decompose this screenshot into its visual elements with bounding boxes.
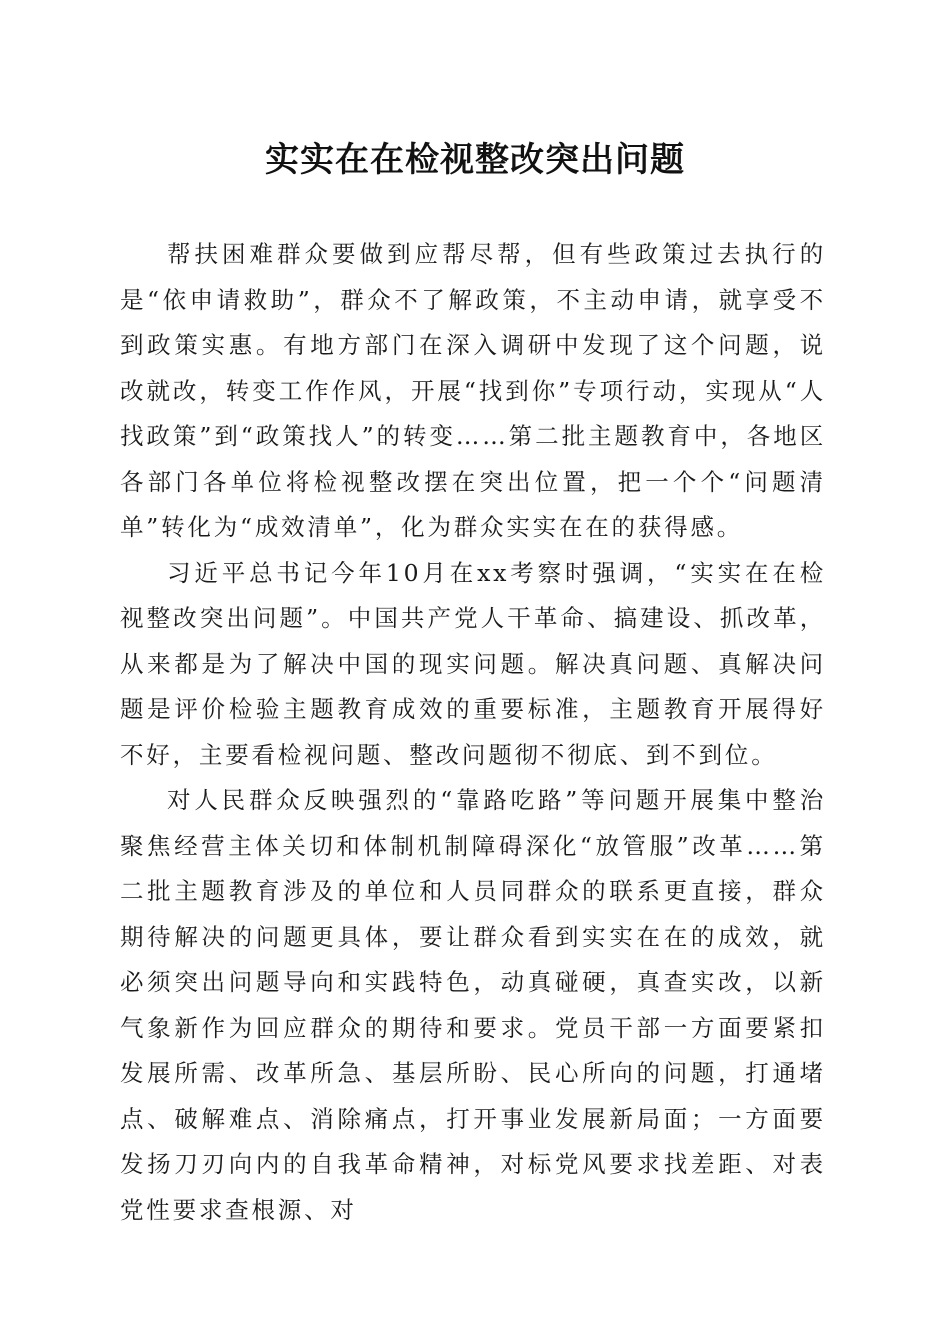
document-title: 实实在在检视整改突出问题 <box>265 140 685 180</box>
document-body <box>120 232 826 1233</box>
paragraph: 对人民群众反映强烈的“靠路吃路”等问题开展集中整治聚焦经营主体关切和体制机制障碍深化“放管服”改革……第二批主题教育涉及的单位和人员同群众的联系更直接，群众期待解决的问题更具体，要让群众看到实实在在的成效，就必须突出问题导向和实践特色，动真碰硬，真查实改，以新气象新作为回应群众的期待和要求。党员干部一方面要紧扣发展所需、改革所急、基层所盼、民心所向的问题，打通堵点、破解难点、消除痛点，打开事业发展新局面；一方面要发扬刀刃向内的自我革命精神，对标党风要求找差距、对表党性要求查根源、对 <box>120 786 826 1224</box>
paragraph: 习近平总书记今年10月在xx考察时强调，“实实在在检视整改突出问题”。中国共产党人干革命、搞建设、抓改革，从来都是为了解决中国的现实问题。解决真问题、真解决问题是评价检验主题教育成效的重要标准，主题教育开展得好不好，主要看检视问题、整改问题彻不彻底、到不到位。 <box>120 558 826 769</box>
paragraph: 帮扶困难群众要做到应帮尽帮，但有些政策过去执行的是“依申请救助”，群众不了解政策，不主动申请，就享受不到政策实惠。有地方部门在深入调研中发现了这个问题，说改就改，转变工作作风，开展“找到你”专项行动，实现从“人找政策”到“政策找人”的转变……第二批主题教育中，各地区各部门各单位将检视整改摆在突出位置，把一个个“问题清单”转化为“成效清单”，化为群众实实在在的获得感。 <box>120 240 826 541</box>
